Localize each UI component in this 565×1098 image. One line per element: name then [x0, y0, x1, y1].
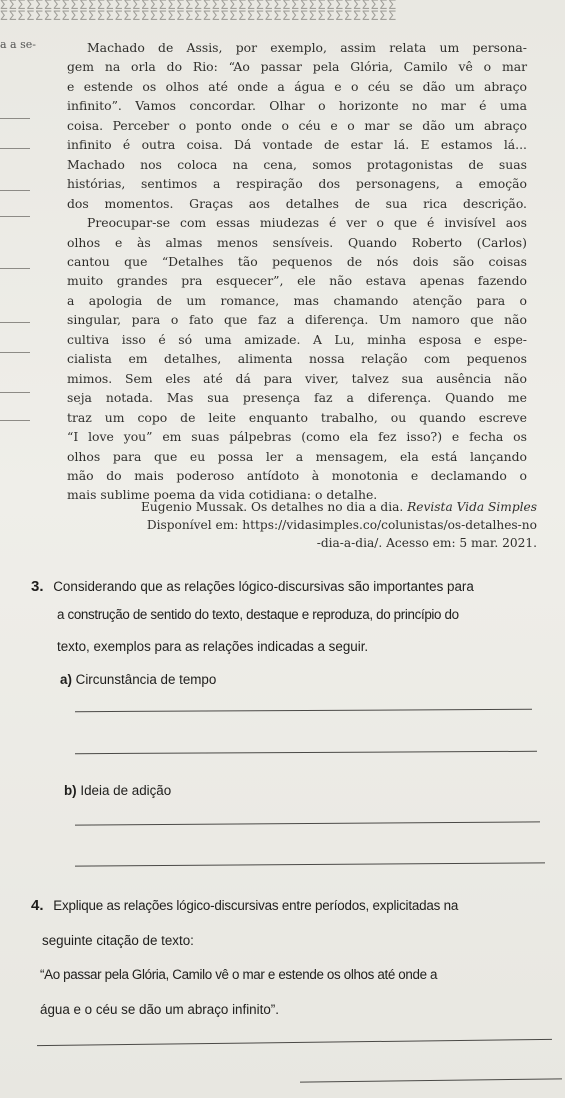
passage-line: cultiva isso é só uma amizade. A Lu, minha esposa e espe- — [67, 331, 527, 347]
answer-line[interactable] — [75, 709, 532, 712]
passage-line: infinito”. Vamos concordar. Olhar o horizonte no mar é uma — [67, 98, 527, 114]
passage-line: mão do mais poderoso antídoto à monotonia e declamando o — [67, 467, 527, 483]
margin-rule — [0, 268, 30, 269]
left-margin-fragment: a a se- — [0, 38, 36, 51]
passage-line: Machado nos coloca na cena, somos protagonistas de suas — [67, 156, 527, 172]
answer-line[interactable] — [37, 1039, 552, 1046]
passage-line: traz um copo de leite enquanto trabalho, ou quando escreve — [67, 409, 527, 425]
question-3-line-3: texto, exemplos para as relações indicadas a seguir. — [57, 639, 369, 654]
quote-line-2: água e o céu se dão um abraço infinito”. — [40, 1002, 279, 1017]
passage-line: a apologia de um romance, mas chamando atenção para o — [67, 292, 527, 308]
margin-rule — [0, 216, 30, 217]
answer-line[interactable] — [75, 862, 545, 866]
passage-line: “I love you” em suas pálpebras (como ela fez isso?) e fecha os — [67, 429, 527, 445]
question-text: Considerando que as relações lógico-discursivas são importantes para — [53, 579, 474, 594]
margin-rule — [0, 322, 30, 323]
passage-line: e estende os olhos até onde a água e o céu se dão um abraço — [67, 78, 527, 94]
passage-line: singular, para o fato que faz a diferença. Um namoro que não — [67, 312, 527, 328]
passage-line: gem na orla do Rio: “Ao passar pela Glória, Camilo vê o mar — [67, 59, 527, 75]
question-3 — [31, 578, 474, 595]
credit-author: Eugenio Mussak. Os detalhes no dia a dia. — [141, 500, 404, 514]
credit-access: -dia-a-dia/. Acesso em: 5 mar. 2021. — [316, 536, 537, 550]
item-letter: b) — [64, 783, 77, 798]
margin-rule — [0, 420, 30, 421]
passage-line: dos momentos. Graças aos detalhes de sua rica descrição. — [67, 195, 527, 211]
item-a — [60, 672, 216, 687]
passage-line: Preocupar-se com essas miudezas é ver o que é invisível aos — [87, 215, 527, 231]
source-credit — [141, 500, 537, 550]
passage-line: seja notada. Mas sua presença faz a diferença. Quando me — [67, 390, 527, 406]
passage-line: cialista em detalhes, alimenta nossa relação com pequenos — [67, 351, 527, 367]
question-text: Explique as relações lógico-discursivas entre períodos, explicitadas na — [53, 898, 459, 913]
passage-line: muito grandes pra esquecer”, ele não estava apenas fazendo — [67, 273, 527, 289]
question-number: 4. — [31, 897, 44, 914]
credit-source: Revista Vida Simples — [407, 500, 537, 514]
passage-line: coisa. Perceber o ponto onde o céu e o mar se dão um abraço — [67, 117, 527, 133]
margin-rule — [0, 118, 30, 119]
answer-line[interactable] — [300, 1078, 562, 1082]
item-b — [64, 783, 171, 798]
passage-line: mimos. Sem eles até dá para viver, talvez sua ausência não — [67, 370, 527, 386]
question-3-line-2: a construção de sentido do texto, destaque e reproduza, do princípio do — [57, 607, 459, 622]
credit-url: Disponível em: https://vidasimples.co/colunistas/os-detalhes-no — [146, 518, 537, 532]
answer-line[interactable] — [75, 821, 540, 825]
passage-line: olhos para que eu possa ler a mensagem, ela está lançando — [67, 448, 527, 464]
margin-rule — [0, 190, 30, 191]
passage-line: infinito é outra coisa. Dá vontade de estar lá. E estamos lá... — [67, 137, 527, 153]
question-4-line-2: seguinte citação de texto: — [42, 933, 194, 948]
passage-line: Machado de Assis, por exemplo, assim relata um persona- — [87, 40, 527, 55]
margin-rule — [0, 392, 30, 393]
answer-line[interactable] — [75, 751, 537, 754]
quote-line-1: “Ao passar pela Glória, Camilo vê o mar e estende os olhos até onde a — [40, 967, 438, 982]
question-number: 3. — [31, 578, 44, 595]
margin-rule — [0, 352, 30, 353]
passage-line: cantou que “Detalhes tão pequenos de nós dois são coisas — [67, 253, 527, 269]
reading-passage — [67, 38, 527, 505]
question-4 — [31, 897, 458, 914]
page-top-fragment: ΣΣΣΣΣΣΣΣΣΣΣΣΣΣΣΣΣΣΣΣΣΣΣΣΣΣΣΣΣΣΣΣΣΣΣΣΣΣΣΣΣΣΣΣΣ ΣΣΣΣΣΣΣΣΣΣΣΣΣΣΣΣΣΣΣΣΣΣΣΣΣΣΣΣΣΣΣΣΣΣΣΣΣΣΣΣΣΣΣΣΣ — [0, 0, 398, 22]
passage-line: mais sublime poema da vida cotidiana: o detalhe. — [67, 487, 378, 503]
passage-line: olhos e às almas menos sensíveis. Quando Roberto (Carlos) — [67, 234, 527, 250]
item-label: Ideia de adição — [80, 783, 172, 798]
margin-rule — [0, 148, 30, 149]
item-label: Circunstância de tempo — [75, 672, 217, 687]
passage-line: histórias, sentimos a respiração dos personagens, a emoção — [67, 176, 527, 192]
item-letter: a) — [60, 672, 72, 687]
